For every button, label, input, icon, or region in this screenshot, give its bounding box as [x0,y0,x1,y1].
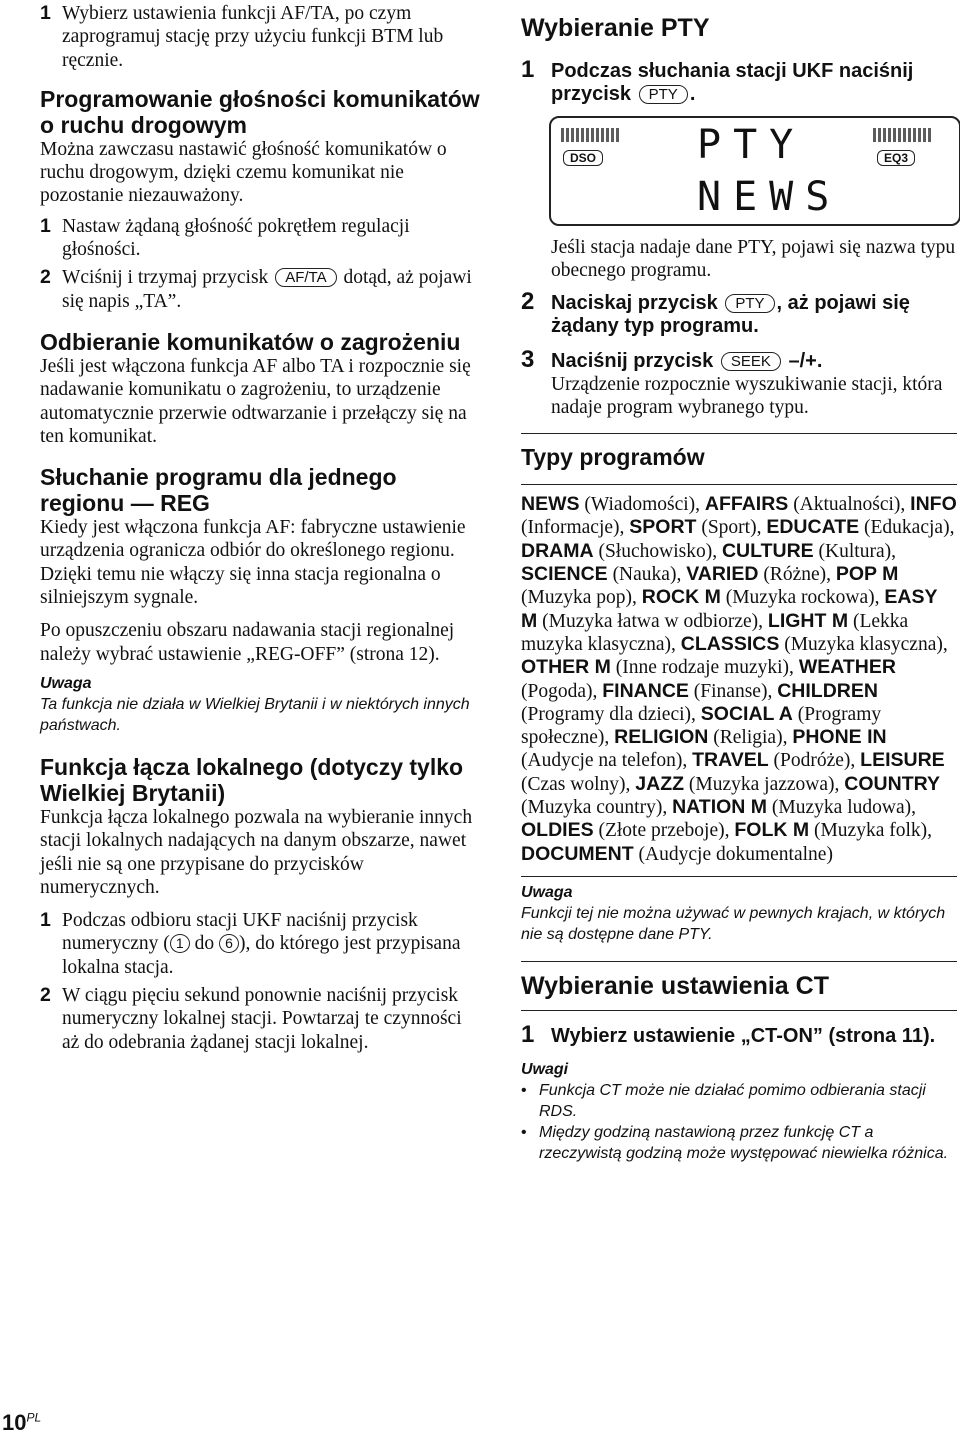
section-title-emergency: Odbieranie komunikatów o zagrożeniu [40,328,461,355]
program-type-code: CULTURE [721,539,814,562]
program-type-code: CHILDREN [777,679,878,702]
local-link-step-2: 2 W ciągu pięciu sekund ponownie naciśnij przycisk numeryczny lokalnej stacji. Powtarzaj te czynności aż do odebrania żądanej stacji lokalnej. [40,984,462,1053]
number-key-6: 6 [219,934,239,953]
pty-step-3-text: Urządzenie rozpocznie wyszukiwanie stacji, która nadaje program wybranego typu. [551,373,943,418]
section-title-reg: Słuchanie programu dla jednego regionu — REG [40,464,397,517]
level-bars-right [873,128,933,142]
seek-key: SEEK [721,352,781,371]
divider [521,876,957,877]
program-type-desc: (Wiadomości), [579,494,705,516]
divider [521,433,957,434]
program-type-code: NEWS [521,493,580,516]
reg-note-text: Ta funkcja nie działa w Wielkiej Brytanii i w niektórych innych państwach. [40,695,470,734]
program-type-desc: (Złote przeboje), [593,820,735,842]
program-type-code: VARIED [686,563,759,586]
program-type-desc: (Kultura), [813,540,896,562]
af-ta-key: AF/TA [275,268,336,287]
program-type-desc: (Różne), [758,564,836,586]
types-note-heading: Uwaga [521,883,573,901]
program-type-desc: (Audycje dokumentalne) [633,843,833,865]
program-type-desc: (Muzyka ludowa), [767,797,916,819]
step-number: 1 [40,2,51,24]
ct-note-2: • Między godziną nastawioną przez funkcję CT a rzeczywistą godziną może występować niewielka różnica. [521,1122,957,1164]
program-type-code: RELIGION [614,726,709,749]
program-type-code: EDUCATE [766,516,860,539]
section-text-ta-volume: Można zawczasu nastawić głośność komunikatów o ruchu drogowym, dzięki czemu komunikat nie pozostanie niezauważony. [40,138,447,207]
program-type-desc: (Programy społeczne), [521,703,882,749]
section-text-reg-1: Kiedy jest włączona funkcja AF: fabryczne ustawienie urządzenia ogranicza odbiór do określonego regionu. Dzięki temu nie włączy się inna stacja regionalna o silniejszym sygnale. [40,517,466,609]
program-type-code: SPORT [629,516,697,539]
right-column-lower [521,236,957,1164]
program-type-code: NATION M [672,796,768,819]
section-text-reg-2: Po opuszczeniu obszaru nadawania stacji regionalnej należy wybrać ustawienie „REG-OFF” (strona 12). [40,620,455,665]
program-type-desc: (Pogoda), [521,680,603,702]
program-type-code: FINANCE [602,679,689,702]
program-type-code: CLASSICS [680,632,780,655]
ta-volume-step-2: 2 Wciśnij i trzymaj przycisk AF/TA dotąd, aż pojawi się napis „TA”. [40,266,472,312]
program-types-list [521,493,957,866]
program-type-code: FOLK M [734,819,810,842]
program-type-code: SOCIAL A [700,702,793,725]
program-type-code: ROCK M [641,586,721,609]
program-type-desc: (Edukacja), [859,517,955,539]
program-type-desc: (Muzyka łatwa w odbiorze), [537,610,768,632]
divider [521,484,957,485]
program-type-desc: (Aktualności), [788,494,911,516]
program-type-code: OTHER M [521,656,611,679]
program-type-code: EASY M [521,586,938,632]
program-type-desc: (Muzyka pop), [521,587,642,609]
pty-key-2: PTY [725,294,774,313]
section-title-pty: Wybieranie PTY [521,14,710,42]
local-link-step-1: 1 Podczas odbioru stacji UKF naciśnij przycisk numeryczny ( 1 do 6 ), do którego jest przypisana lokalna stacja. [40,909,461,978]
program-type-desc: (Audycje na telefon), [521,750,693,772]
display-line-2: NEWS [697,174,842,220]
intro-step [40,2,480,72]
ct-step-1: 1 Wybierz ustawienie „CT-ON” (strona 11). [521,1020,936,1048]
pty-step-2: 2 Naciskaj przycisk PTY , aż pojawi się żądany typ programu. [521,287,910,337]
program-type-desc: (Religia), [708,727,793,749]
program-type-desc: (Muzyka folk), [809,820,933,842]
program-type-desc: (Finanse), [688,680,778,702]
program-type-code: COUNTRY [844,772,940,795]
program-type-code: JAZZ [635,772,685,795]
program-type-code: LEISURE [860,749,945,772]
program-type-code: DOCUMENT [521,842,634,865]
ct-notes-heading: Uwagi [521,1060,569,1078]
ct-note-1: • Funkcja CT może nie działać pomimo odbierania stacji RDS. [521,1080,957,1122]
section-title-ct: Wybieranie ustawienia CT [521,971,829,1000]
program-type-code: LIGHT M [767,609,849,632]
lcd-display-illustration [549,116,960,226]
pty-step-1: 1 Podczas słuchania stacji UKF naciśnij przycisk PTY . [521,56,914,105]
display-line-1: PTY [697,122,806,168]
program-type-code: SCIENCE [521,563,608,586]
program-type-code: WEATHER [798,656,896,679]
program-type-code: PHONE IN [792,726,887,749]
page-number: $10^{PL}$ [2,1410,42,1435]
program-type-desc: (Czas wolny), [521,773,636,795]
program-type-desc: (Programy dla dzieci), [521,703,701,725]
program-type-desc: (Lekka muzyka klasyczna), [521,610,909,655]
program-type-desc: (Muzyka rockowa), [720,587,885,609]
section-title-local-link: Funkcja łącza lokalnego (dotyczy tylko Wielkiej Brytanii) [40,753,464,806]
reg-note-heading: Uwaga [40,674,92,692]
program-type-desc: (Informacje), [521,517,630,539]
pty-key: PTY [639,85,688,104]
types-note-text: Funkcji tej nie można używać w pewnych krajach, w których nie są dostępne dane PTY. [521,904,946,943]
divider [521,961,957,962]
left-column [40,0,480,1054]
section-title-ta-volume: Programowanie głośności komunikatów o ruchu drogowym [40,85,480,138]
divider [521,1010,957,1011]
step-text: Wybierz ustawienia funkcji AF/TA, po czym zaprogramuj stację przy użyciu funkcji BTM lub ręcznie. [62,3,444,71]
program-type-desc: (Muzyka klasyczna), [779,633,948,655]
ta-volume-step-1: 1 Nastaw żądaną głośność pokrętłem regulacji głośności. [40,214,410,261]
program-type-desc: (Muzyka country), [521,797,673,819]
program-type-code: AFFAIRS [704,493,789,516]
program-type-code: TRAVEL [692,749,769,772]
section-title-types: Typy programów [521,444,705,471]
program-type-desc: (Słuchowisko), [593,540,722,562]
program-type-desc: (Podróże), [768,750,861,772]
section-text-emergency: Jeśli jest włączona funkcja AF albo TA i rozpocznie się nadawanie komunikatu o zagrożeniu, to urządzenie automatycznie przerwie odtwarzanie i przełączy się na ten komunikat. [40,355,471,447]
program-type-desc: (Nauka), [607,564,687,586]
eq3-badge: EQ3 [877,150,915,166]
program-type-code: DRAMA [521,539,594,562]
program-type-code: POP M [835,563,899,586]
program-type-code: OLDIES [521,819,594,842]
program-type-desc: (Inne rodzaje muzyki), [610,657,799,679]
program-type-code: INFO [910,493,957,516]
program-type-desc: (Sport), [696,517,767,539]
pty-step-1-text: Jeśli stacja nadaje dane PTY, pojawi się nazwa typu obecnego programu. [551,237,956,282]
number-key-1: 1 [170,934,190,953]
pty-step-3: 3 Naciśnij przycisk SEEK –/+. [521,345,823,373]
program-type-desc: (Muzyka jazzowa), [684,773,845,795]
right-column [521,0,957,106]
dso-badge: DSO [563,150,603,166]
section-text-local-link: Funkcja łącza lokalnego pozwala na wybieranie innych stacji lokalnych nadających na danym obszarze, nawet jeśli nie są one przypisane do przycisków numerycznych. [40,806,473,898]
level-bars-left [561,128,621,142]
